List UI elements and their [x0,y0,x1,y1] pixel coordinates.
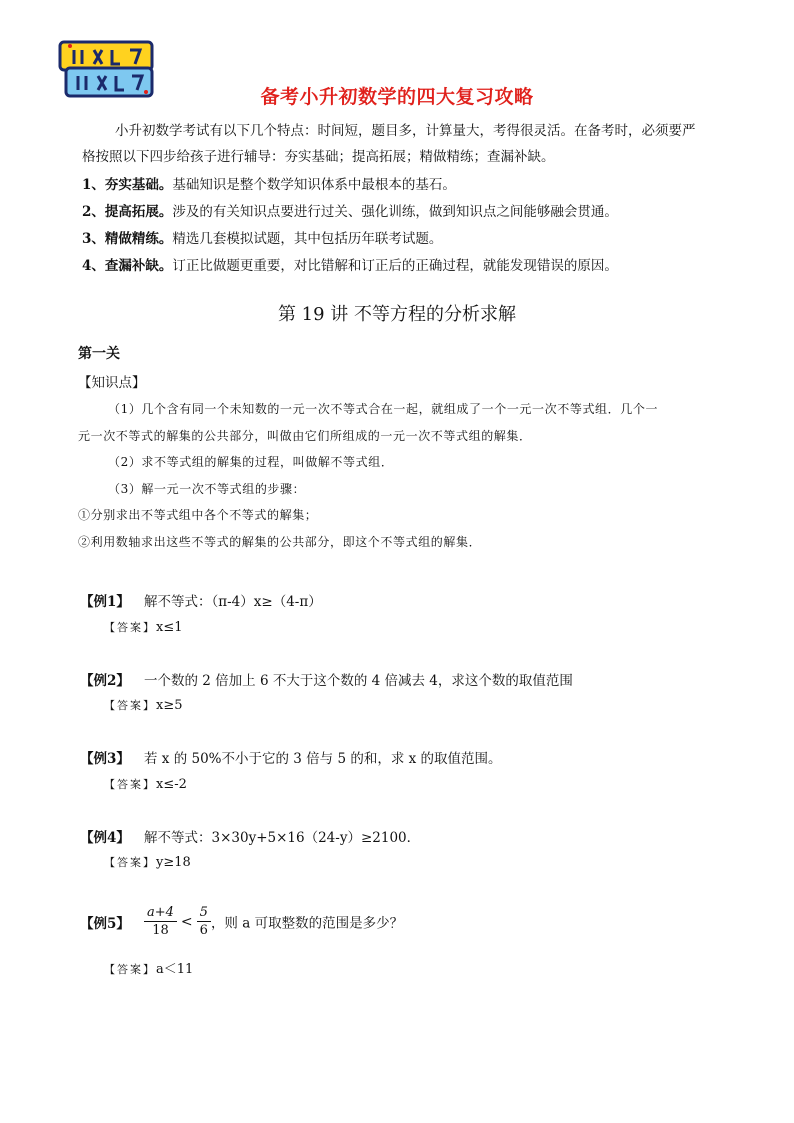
answer-tag: 【答案】 [104,699,156,712]
step-text: 精选几套模拟试题，其中包括历年联考试题。 [172,231,443,247]
fraction-denominator: 6 [199,923,208,938]
answer-value: a＜11 [156,962,194,977]
example-5 [80,904,403,939]
example-tag: 【例3】 [80,751,130,767]
knowledge-line: ①分别求出不等式组中各个不等式的解集； [78,508,318,522]
step-text: 订正比做题更重要，对比错解和订正后的正确过程，就能发现错误的原因。 [172,258,618,274]
fraction-numerator: a+4 [144,904,177,922]
section-label: 第一关 [78,346,120,362]
knowledge-line: ②利用数轴求出这些不等式的解集的公共部分，即这个不等式组的解集． [78,534,482,549]
step-title: 3、精做精练。 [82,231,173,247]
intro-paragraph [82,118,714,170]
example-question: 若 x 的 50%不小于它的 3 倍与 5 的和，求 x 的取值范围。 [144,751,502,767]
step-text: 基础知识是整个数学知识体系中最根本的基石。 [172,177,456,193]
fraction-right [197,904,211,939]
example-question: 解不等式：3×30y+5×16（24-y）≥2100． [144,830,421,846]
step-item [82,199,722,226]
review-steps [82,172,722,280]
answer-tag: 【答案】 [104,963,156,976]
knowledge-line: 元一次不等式的解集的公共部分，叫做由它们所组成的一元一次不等式组的解集． [78,428,532,443]
example-tag: 【例1】 [80,594,130,610]
knowledge-line: （2）求不等式组的解集的过程，叫做解不等式组． [108,455,394,469]
example-tag: 【例2】 [80,673,130,689]
answer-value: x≤-2 [156,777,187,792]
example-tag: 【例5】 [80,915,130,932]
header-title: 备考小升初数学的四大复习攻略 [260,86,534,108]
example-2 [80,669,573,689]
example-question: ，则 a 可取整数的范围是多少？ [210,915,404,932]
step-title: 4、查漏补缺。 [82,258,173,274]
step-item [82,172,722,199]
example-question: 一个数的 2 倍加上 6 不大于这个数的 4 倍减去 4，求这个数的取值范围 [144,673,573,689]
step-item [82,226,722,253]
answer-4 [104,854,191,870]
answer-value: x≤1 [156,620,183,635]
step-text: 涉及的有关知识点要进行过关、强化训练，做到知识点之间能够融会贯通。 [172,204,618,220]
knowledge-line: （3）解一元一次不等式组的步骤： [108,481,306,496]
answer-3 [104,776,187,792]
example-question: 解不等式：（π-4）x≥（4-π） [144,594,322,610]
knowledge-points [78,396,728,555]
less-than-sign: < [180,913,193,930]
step-item [82,253,722,280]
step-title: 1、夯实基础。 [82,177,173,193]
fraction-denominator: 18 [152,923,169,938]
answer-5 [104,958,193,977]
lecture-title: 第 19 讲 不等方程的分析求解 [277,304,517,325]
answer-value: y≥18 [156,855,191,870]
step-title: 2、提高拓展。 [82,204,173,220]
intro-line-2: 格按照以下四步给孩子进行辅导：夯实基础；提高拓展；精做精练；查漏补缺。 [82,149,555,165]
example-1 [80,590,322,610]
fraction-left [144,904,177,939]
example-3 [80,747,502,767]
knowledge-label: 【知识点】 [78,375,146,391]
answer-value: x≥5 [156,698,183,713]
fraction-numerator: 5 [197,904,211,922]
answer-tag: 【答案】 [104,856,156,869]
knowledge-line: （1）几个含有同一个未知数的一元一次不等式合在一起，就组成了一个一元一次不等式组．几个一 [108,402,659,416]
answer-tag: 【答案】 [104,621,156,634]
answer-tag: 【答案】 [104,778,156,791]
example-tag: 【例4】 [80,830,130,846]
intro-line-1: 小升初数学考试有以下几个特点：时间短，题目多，计算量大，考得很灵活。在备考时，必须要严 [115,123,696,139]
example-4 [80,826,420,846]
answer-2 [104,697,183,713]
answer-1 [104,619,183,635]
